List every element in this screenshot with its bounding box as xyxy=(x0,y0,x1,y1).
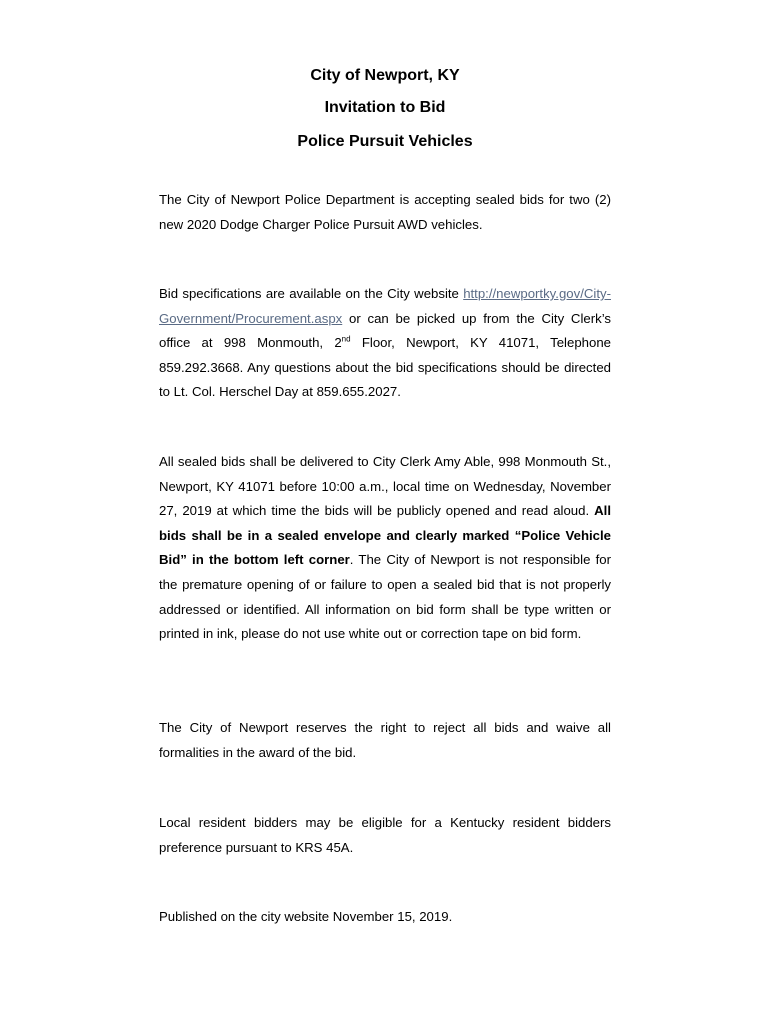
title-invitation: Invitation to Bid xyxy=(324,99,446,116)
delivery-bold-text: All bids shall be in a sealed envelope and clearly marked “Police Vehicle Bid” in the bottom left corner xyxy=(159,503,611,568)
published-paragraph: Published on the city website November 15, 2019. xyxy=(159,909,453,924)
delivery-paragraph xyxy=(159,450,611,647)
reserve-paragraph: The City of Newport reserves the right to reject all bids and waive all formalities in the award of the bid. xyxy=(159,720,611,760)
delivery-tail-text: . The City of Newport is not responsible for the premature opening of or failure to open a sealed bid that is not properly addressed or identified. All information on bid form shall be type written or printed in ink, please do not use white out or correction tape on bid form. xyxy=(159,552,611,642)
ordinal-suffix: nd xyxy=(341,334,351,344)
intro-paragraph: The City of Newport Police Department is accepting sealed bids for two (2) new 2020 Dodge Charger Police Pursuit AWD vehicles. xyxy=(159,192,611,232)
title-city: City of Newport, KY xyxy=(310,67,460,84)
specs-after-link-text: or can be picked up from the City Clerk’s office at 998 Monmouth, 2 xyxy=(159,310,611,351)
specifications-paragraph xyxy=(159,282,611,405)
specs-lead-text: Bid specifications are available on the City website xyxy=(159,286,464,301)
procurement-link[interactable]: http://newportky.gov/City-Government/Procurement.aspx xyxy=(159,286,611,326)
title-vehicles: Police Pursuit Vehicles xyxy=(297,133,473,150)
specs-tail-text: Floor, Newport, KY 41071, Telephone 859.292.3668. Any questions about the bid specifications should be directed to Lt. Col. Herschel Day at 859.655.2027. xyxy=(159,335,611,400)
resident-paragraph: Local resident bidders may be eligible for a Kentucky resident bidders preference pursuant to KRS 45A. xyxy=(159,815,611,855)
delivery-lead-text: All sealed bids shall be delivered to City Clerk Amy Able, 998 Monmouth St., Newport, KY 41071 before 10:00 a.m., local time on Wednesday, November 27, 2019 at which time the bids will be publicly opened and read aloud. xyxy=(159,454,611,519)
